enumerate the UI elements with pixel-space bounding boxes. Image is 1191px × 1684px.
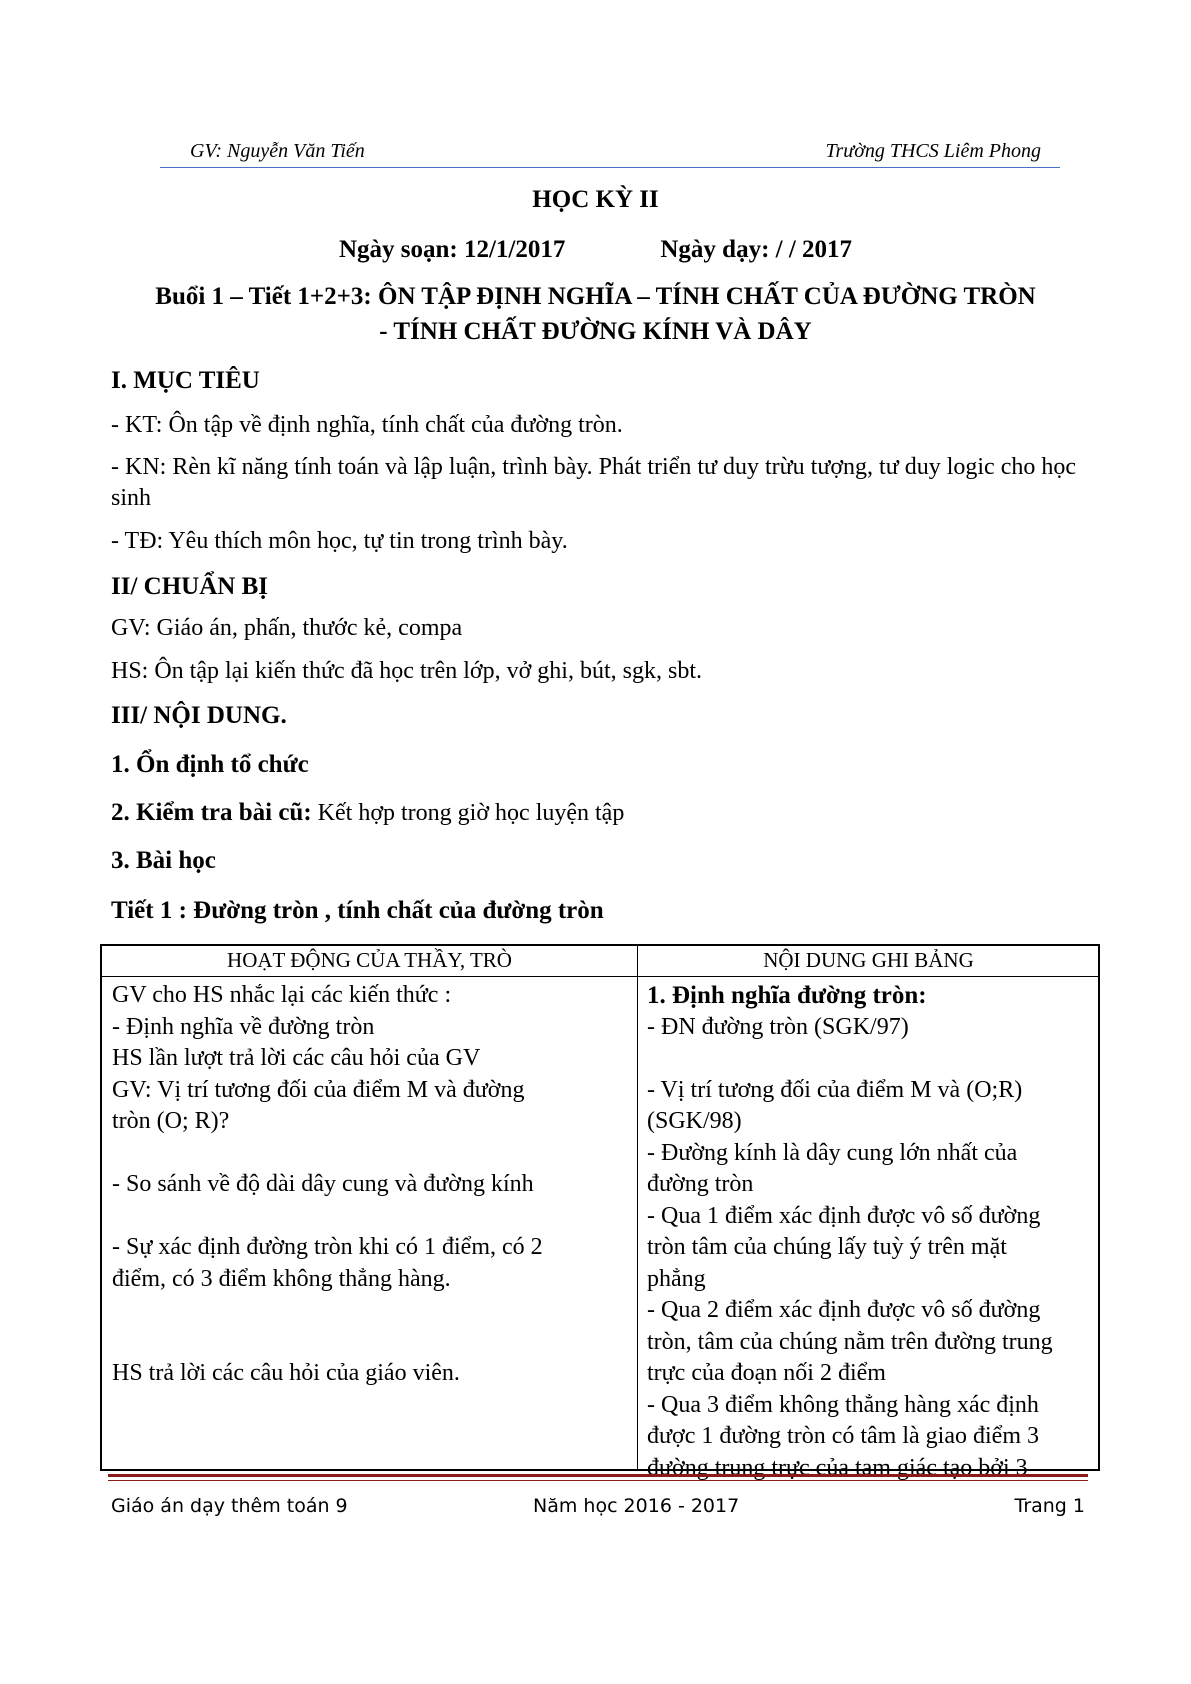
- step-3: 3. Bài học: [111, 847, 216, 874]
- period-title: Tiết 1 : Đường tròn , tính chất của đường tròn: [111, 897, 604, 924]
- objective-td: - TĐ: Yêu thích môn học, tự tin trong trình bày.: [111, 528, 568, 554]
- lesson-title-line1: Buổi 1 – Tiết 1+2+3: ÔN TẬP ĐỊNH NGHĨA – TÍNH CHẤT CỦA ĐƯỜNG TRÒN: [155, 283, 1036, 310]
- table-line: - ĐN đường tròn (SGK/97): [647, 1013, 909, 1040]
- table-line: [112, 1295, 632, 1327]
- table-line: điểm, có 3 điểm không thẳng hàng.: [112, 1265, 451, 1292]
- lesson-table: [100, 944, 1100, 1481]
- step-2-text: Kết hợp trong giờ học luyện tập: [311, 800, 625, 826]
- objectives-heading: I. MỤC TIÊU: [111, 367, 260, 394]
- footer-subject: Giáo án dạy thêm toán 9: [111, 1495, 348, 1517]
- table-line: [112, 1327, 632, 1359]
- table-line: - Sự xác định đường tròn khi có 1 điểm, có 2: [112, 1234, 543, 1260]
- header-rule: [160, 167, 1060, 168]
- table-header-divider: [102, 976, 1098, 977]
- table-line: - Đường kính là dây cung lớn nhất của: [647, 1139, 1018, 1166]
- table-line: HS trả lời các câu hỏi của giáo viên.: [112, 1360, 460, 1386]
- step-1: 1. Ổn định tổ chức: [111, 751, 309, 778]
- table-header-activities: HOẠT ĐỘNG CỦA THẦY, TRÒ: [227, 948, 512, 972]
- table-line: tròn (O; R)?: [112, 1108, 230, 1134]
- date-taught: Ngày dạy: / / 2017: [660, 236, 853, 263]
- table-line: đường tròn: [647, 1171, 754, 1197]
- table-line: HS lần lượt trả lời các câu hỏi của GV: [112, 1045, 481, 1071]
- objective-kt: - KT: Ôn tập về định nghĩa, tính chất của đường tròn.: [111, 412, 623, 438]
- footer-page-number: Trang 1: [1014, 1495, 1085, 1517]
- preparation-heading: II/ CHUẨN BỊ: [111, 573, 268, 600]
- footer-rule-thin: [108, 1480, 1088, 1481]
- table-line: GV: Vị trí tương đối của điểm M và đường: [112, 1076, 525, 1103]
- table-line: đường trung trực của tam giác tạo bởi 3: [647, 1454, 1028, 1481]
- table-header-content: NỘI DUNG GHI BẢNG: [763, 948, 974, 972]
- table-line: tròn tâm của chúng lấy tuỳ ý trên mặt: [647, 1234, 1007, 1260]
- table-column-divider: [637, 946, 638, 1469]
- table-line: [647, 1043, 1095, 1075]
- objective-kn: - KN: Rèn kĩ năng tính toán và lập luận, trình bày. Phát triển tư duy trừu tượng, tư duy logic cho học sinh: [111, 454, 1077, 511]
- step-2: [111, 797, 624, 829]
- table-line: - Vị trí tương đối của điểm M và (O;R): [647, 1076, 1023, 1103]
- table-line: - Qua 3 điểm không thẳng hàng xác định: [647, 1391, 1039, 1418]
- header-school: Trường THCS Liêm Phong: [825, 140, 1041, 162]
- dates-line: [0, 236, 1191, 264]
- table-line: (SGK/98): [647, 1108, 742, 1134]
- table-line: được 1 đường tròn có tâm là giao điểm 3: [647, 1423, 1039, 1449]
- footer-school-year: Năm học 2016 - 2017: [533, 1495, 740, 1517]
- preparation-hs: HS: Ôn tập lại kiến thức đã học trên lớp, vở ghi, bút, sgk, sbt.: [111, 658, 702, 684]
- table-line: - Qua 2 điểm xác định được vô số đường: [647, 1297, 1041, 1323]
- table-line: - So sánh về độ dài dây cung và đường kính: [112, 1171, 534, 1197]
- table-line: - Qua 1 điểm xác định được vô số đường: [647, 1202, 1041, 1229]
- table-line: [112, 1138, 632, 1170]
- footer-rule-thick: [108, 1474, 1088, 1477]
- table-column-content: [647, 980, 1095, 1484]
- table-column-activities: [112, 980, 632, 1390]
- header-teacher: GV: Nguyễn Văn Tiến: [190, 140, 365, 162]
- content-section-heading: 1. Định nghĩa đường tròn:: [647, 982, 927, 1009]
- content-heading: III/ NỘI DUNG.: [111, 702, 287, 729]
- lesson-title-line2: - TÍNH CHẤT ĐƯỜNG KÍNH VÀ DÂY: [379, 318, 812, 345]
- table-line: tròn, tâm của chúng nằm trên đường trung: [647, 1328, 1053, 1355]
- table-line: [112, 1201, 632, 1233]
- table-line: trực của đoạn nối 2 điểm: [647, 1360, 886, 1386]
- table-line: phẳng: [647, 1265, 706, 1292]
- preparation-gv: GV: Giáo án, phấn, thước kẻ, compa: [111, 615, 463, 641]
- step-2-label: 2. Kiểm tra bài cũ:: [111, 799, 312, 826]
- date-prepared: Ngày soạn: 12/1/2017: [338, 236, 566, 263]
- term-title: HỌC KỲ II: [532, 186, 659, 213]
- table-line: GV cho HS nhắc lại các kiến thức :: [112, 982, 452, 1008]
- table-line: - Định nghĩa về đường tròn: [112, 1013, 375, 1040]
